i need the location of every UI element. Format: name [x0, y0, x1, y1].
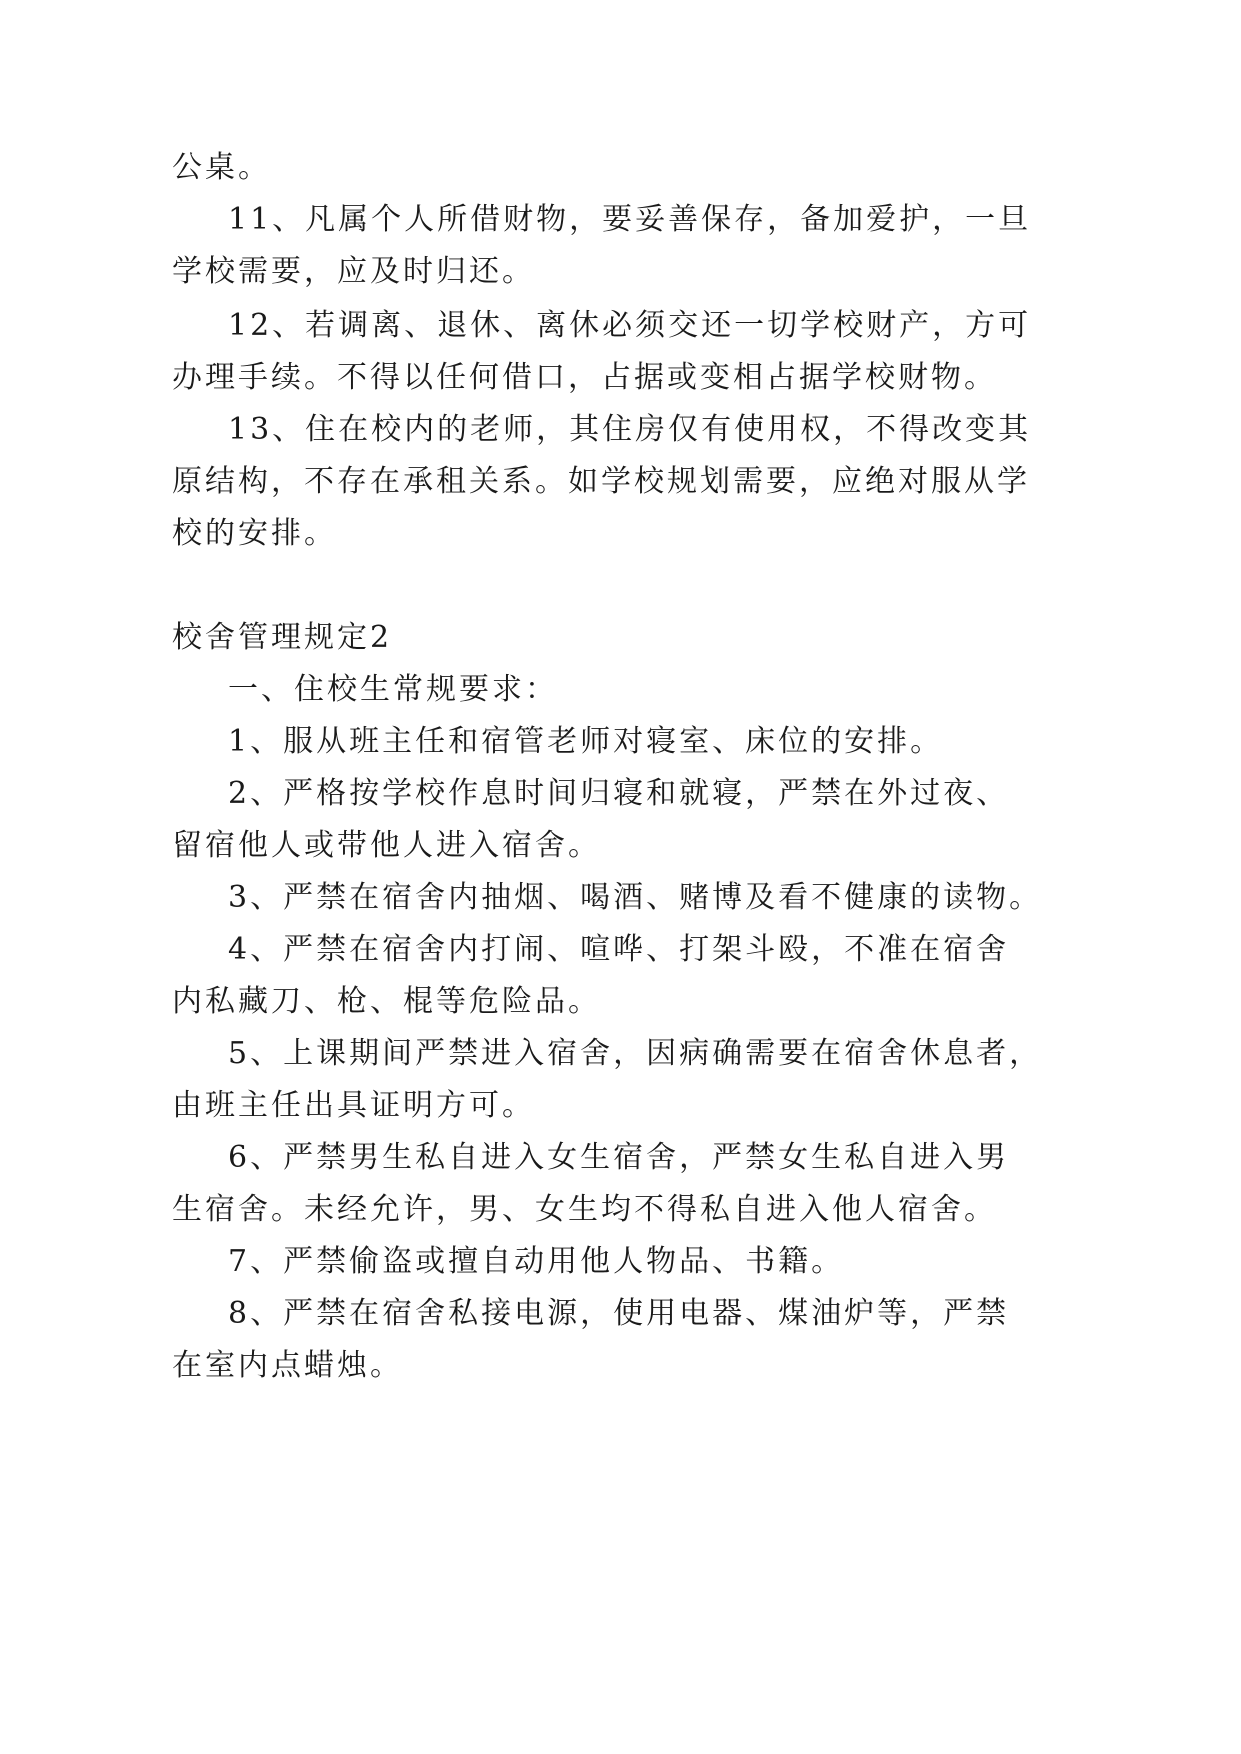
text-line: 原结构，不存在承租关系。如学校规划需要，应绝对服从学 — [172, 464, 1030, 499]
text-line: 办理手续。不得以任何借口，占据或变相占据学校财物。 — [172, 360, 997, 395]
section-heading: 校舍管理规定2 — [172, 620, 393, 655]
text-line: 3、严禁在宿舍内抽烟、喝酒、赌博及看不健康的读物。 — [228, 880, 1043, 915]
text-line: 5、上课期间严禁进入宿舍，因病确需要在宿舍休息者， — [228, 1036, 1043, 1071]
text-line: 留宿他人或带他人进入宿舍。 — [172, 828, 601, 863]
text-line: 公桌。 — [172, 150, 271, 185]
text-line: 8、严禁在宿舍私接电源，使用电器、煤油炉等，严禁 — [228, 1296, 1010, 1331]
text-line: 学校需要，应及时归还。 — [172, 254, 535, 289]
text-line: 一、住校生常规要求： — [228, 672, 558, 707]
text-line: 内私藏刀、枪、棍等危险品。 — [172, 984, 601, 1019]
text-line: 在室内点蜡烛。 — [172, 1348, 403, 1383]
text-line: 生宿舍。未经允许，男、女生均不得私自进入他人宿舍。 — [172, 1192, 997, 1227]
text-line: 6、严禁男生私自进入女生宿舍，严禁女生私自进入男 — [228, 1140, 1010, 1175]
text-line: 12、若调离、退休、离休必须交还一切学校财产，方可 — [228, 308, 1032, 343]
text-line: 11、凡属个人所借财物，要妥善保存，备加爱护，一旦 — [228, 202, 1032, 237]
text-line: 13、住在校内的老师，其住房仅有使用权，不得改变其 — [228, 412, 1032, 447]
text-line: 2、严格按学校作息时间归寝和就寝，严禁在外过夜、 — [228, 776, 1010, 811]
text-line: 由班主任出具证明方可。 — [172, 1088, 535, 1123]
text-line: 校的安排。 — [172, 516, 337, 551]
text-line: 4、严禁在宿舍内打闹、喧哗、打架斗殴，不准在宿舍 — [228, 932, 1010, 967]
text-line: 1、服从班主任和宿管老师对寝室、床位的安排。 — [228, 724, 944, 759]
text-line: 7、严禁偷盗或擅自动用他人物品、书籍。 — [228, 1244, 845, 1279]
